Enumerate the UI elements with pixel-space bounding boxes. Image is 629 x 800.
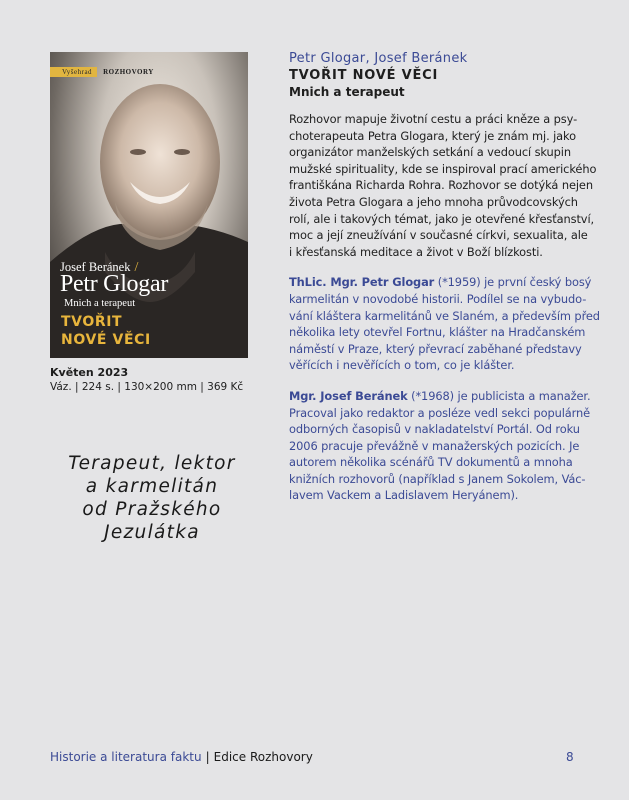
cover-publisher-bar [50,66,154,78]
bio-beranek [289,388,591,504]
book-specs: Váz. | 224 s. | 130×200 mm | 369 Kč [50,381,244,393]
book-cover [50,52,248,358]
bio-line: lavem Vackem a Ladislavem Heryánem). [289,488,519,503]
bio-line: Pracoval jako redaktor a posléze vedl sekci populárně [289,405,591,420]
bio-line: náměstí v Praze, který převrací zaběhané představy [289,341,582,356]
bio-line: několika lety otevřel Fortnu, klášter na Hradčanském [289,325,586,340]
bio-first-rest: (*1968) je publicista a manažer. [407,388,591,403]
cover-author-text: Josef Beránek [60,260,131,274]
footer-edition: Edice Rozhovory [213,750,313,764]
description-line: choterapeuta Petra Glogara, který je znám mj. jako [289,128,577,143]
bio-name: Mgr. Josef Beránek [289,388,408,403]
portrait-illustration [50,52,248,358]
description-line: mužské spirituality, kde se inspiroval prací amerického [289,161,597,176]
description-line: Rozhovor mapuje životní cestu a práci kněze a psy- [289,112,578,126]
book-title: TVOŘIT NOVÉ VĚCI [289,68,439,83]
cover-slash: / [134,260,139,275]
bio-line: knižních rozhovorů (například s Janem Sokolem, Vác- [289,471,586,486]
book-info [289,50,600,504]
quote-line: Jezulátka [104,522,200,543]
cover-title-line1: TVOŘIT [61,314,123,330]
bio-line [289,388,591,405]
description-line: františkána Richarda Rohra. Rozhovor se dotýká nejen [289,178,593,193]
pull-quote [52,452,252,544]
bio-glogar [289,274,600,374]
cover-title-line2: NOVÉ VĚCI [61,332,151,348]
bio-name: ThLic. Mgr. Petr Glogar [289,275,435,290]
book-description [289,111,597,260]
bio-line [289,274,592,291]
release-date: Květen 2023 [50,366,129,379]
page-number: 8 [566,750,574,764]
bio-line: odborných časopisů v nakladatelství Portál. Od roku [289,422,580,437]
quote-line: Terapeut, lektor [68,453,236,474]
book-authors: Petr Glogar, Josef Beránek [289,51,468,66]
bio-line: vání kláštera karmelitánů ve Slaném, a především před [289,308,600,323]
cover-name: Petr Glogar [60,271,169,297]
description-line: organizátor manželských setkání a vedoucí skupin [289,145,571,160]
cover-publisher: Vyšehrad [50,67,97,77]
bio-line: 2006 pracuje převážně v manažerských pozicích. Je [289,438,580,453]
quote-line: od Pražského [82,499,222,520]
footer-separator: | [205,750,210,764]
footer-series: Historie a literatura faktu [50,750,202,764]
footer [50,750,313,764]
description-line: i křesťanská meditace a život v Boží blízkosti. [289,244,543,259]
description-line: rolí, ale i takových témat, jako je otevřené křesťanství, [289,211,595,226]
book-subtitle: Mnich a terapeut [289,85,405,99]
cover-edition: ROZHOVORY [103,68,154,76]
description-line: života Petra Glogara a jeho mnoha průvodcovských [289,194,578,209]
bio-first-rest: (*1959) je první český bosý [434,275,592,290]
quote-line: a karmelitán [85,476,219,497]
bio-line: karmelitán v novodobé historii. Podílel se na vybudo- [289,291,587,306]
cover-subtitle: Mnich a terapeut [64,298,136,309]
description-line: moc a její zneužívání v současné církvi, sexualita, ale [289,228,588,243]
bio-line: věřících i nevěřících o tom, co je klášter. [289,358,515,373]
bio-line: autorem několika scénářů TV dokumentů a mnoha [289,455,573,470]
